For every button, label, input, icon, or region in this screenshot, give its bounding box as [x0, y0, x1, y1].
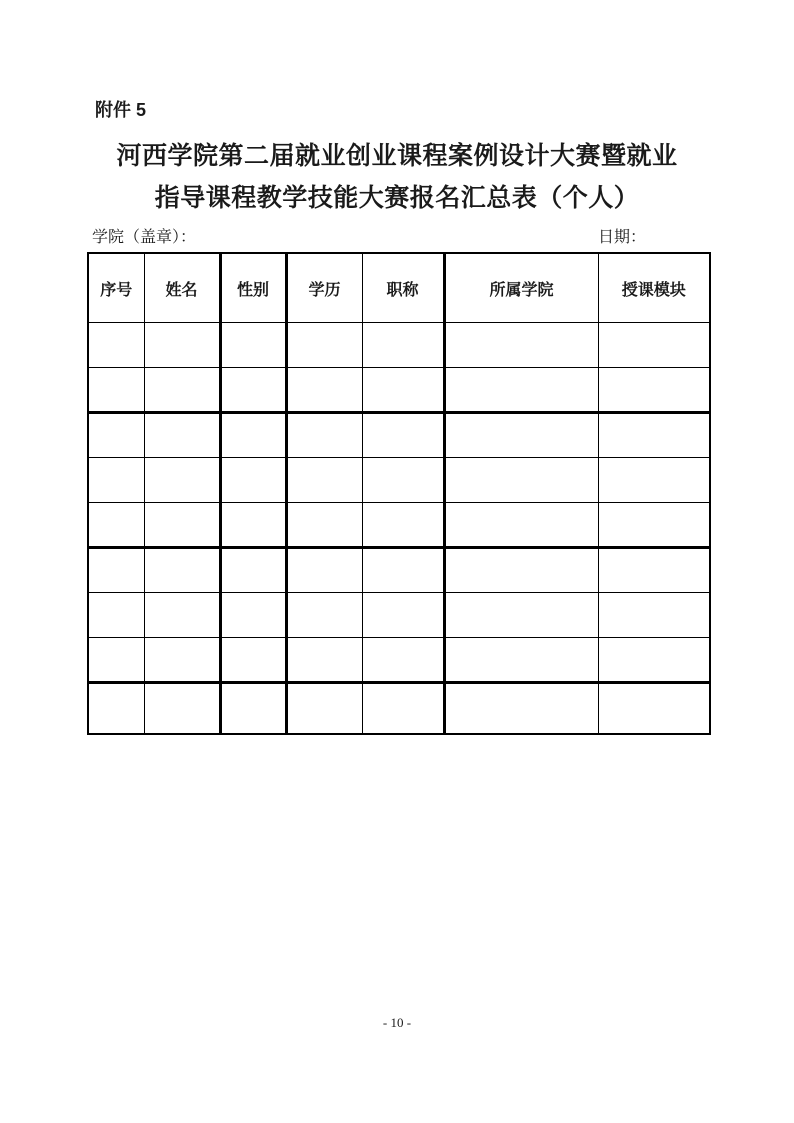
table-row [88, 548, 710, 593]
table-cell[interactable] [144, 458, 220, 503]
table-cell[interactable] [144, 683, 220, 734]
header-cell-gender: 性别 [220, 253, 286, 323]
page-number: - 10 - [382, 1015, 412, 1030]
table-cell[interactable] [362, 503, 444, 548]
table-cell[interactable] [444, 368, 598, 413]
table-cell[interactable] [286, 638, 362, 683]
table-cell[interactable] [444, 593, 598, 638]
header-cell-name: 姓名 [144, 253, 220, 323]
table-cell[interactable] [220, 458, 286, 503]
table-cell[interactable] [444, 683, 598, 734]
table-cell[interactable] [598, 503, 710, 548]
table-cell[interactable] [144, 323, 220, 368]
table-cell[interactable] [88, 458, 144, 503]
table-cell[interactable] [144, 548, 220, 593]
table-cell[interactable] [598, 593, 710, 638]
table-cell[interactable] [88, 548, 144, 593]
table-cell[interactable] [88, 638, 144, 683]
table-cell[interactable] [286, 683, 362, 734]
table-cell[interactable] [286, 413, 362, 458]
table-cell[interactable] [220, 548, 286, 593]
table-cell[interactable] [220, 368, 286, 413]
table-cell[interactable] [144, 503, 220, 548]
table-cell[interactable] [362, 593, 444, 638]
table-cell[interactable] [286, 368, 362, 413]
table-row [88, 683, 710, 734]
table-cell[interactable] [88, 368, 144, 413]
table-row [88, 638, 710, 683]
title-line-1: 河西学院第二届就业创业课程案例设计大赛暨就业 [116, 143, 678, 170]
table-cell[interactable] [444, 458, 598, 503]
table-cell[interactable] [444, 548, 598, 593]
date-label: 日期： [598, 229, 647, 246]
table-row [88, 323, 710, 368]
table-cell[interactable] [444, 413, 598, 458]
table-cell[interactable] [88, 503, 144, 548]
table-cell[interactable] [286, 548, 362, 593]
college-stamp-label: 学院（盖章）： [92, 229, 197, 246]
table-cell[interactable] [88, 593, 144, 638]
table-cell[interactable] [598, 413, 710, 458]
table-row [88, 413, 710, 458]
table-body [88, 323, 710, 734]
table-cell[interactable] [220, 593, 286, 638]
table-cell[interactable] [144, 368, 220, 413]
table-cell[interactable] [88, 323, 144, 368]
table-cell[interactable] [362, 458, 444, 503]
table-cell[interactable] [362, 323, 444, 368]
attachment-label: 附件 5 [95, 100, 147, 120]
table-row [88, 503, 710, 548]
table-cell[interactable] [144, 413, 220, 458]
table-cell[interactable] [362, 548, 444, 593]
table-cell[interactable] [286, 593, 362, 638]
table-row [88, 593, 710, 638]
table-cell[interactable] [286, 458, 362, 503]
table-row [88, 368, 710, 413]
table-cell[interactable] [598, 638, 710, 683]
table-cell[interactable] [286, 323, 362, 368]
table-cell[interactable] [362, 638, 444, 683]
table-cell[interactable] [220, 323, 286, 368]
table-cell[interactable] [444, 323, 598, 368]
table-cell[interactable] [220, 638, 286, 683]
header-cell-college: 所属学院 [444, 253, 598, 323]
header-cell-title: 职称 [362, 253, 444, 323]
table-cell[interactable] [220, 683, 286, 734]
header-cell-degree: 学历 [286, 253, 362, 323]
table-cell[interactable] [88, 683, 144, 734]
table-cell[interactable] [598, 458, 710, 503]
header-cell-number: 序号 [88, 253, 144, 323]
table-header-row [88, 253, 710, 323]
table-cell[interactable] [362, 683, 444, 734]
header-cell-module: 授课模块 [598, 253, 710, 323]
title-line-2: 指导课程教学技能大赛报名汇总表（个人） [154, 185, 640, 212]
table-cell[interactable] [598, 548, 710, 593]
table-cell[interactable] [598, 683, 710, 734]
table-cell[interactable] [144, 638, 220, 683]
table-cell[interactable] [220, 503, 286, 548]
table-row [88, 458, 710, 503]
table-cell[interactable] [362, 368, 444, 413]
table-cell[interactable] [144, 593, 220, 638]
table-cell[interactable] [286, 503, 362, 548]
document-title [0, 136, 794, 220]
table-cell[interactable] [598, 368, 710, 413]
table-cell[interactable] [598, 323, 710, 368]
table-cell[interactable] [220, 413, 286, 458]
table-cell[interactable] [88, 413, 144, 458]
table-cell[interactable] [444, 503, 598, 548]
table-cell[interactable] [362, 413, 444, 458]
table-cell[interactable] [444, 638, 598, 683]
signup-summary-table [87, 252, 711, 735]
